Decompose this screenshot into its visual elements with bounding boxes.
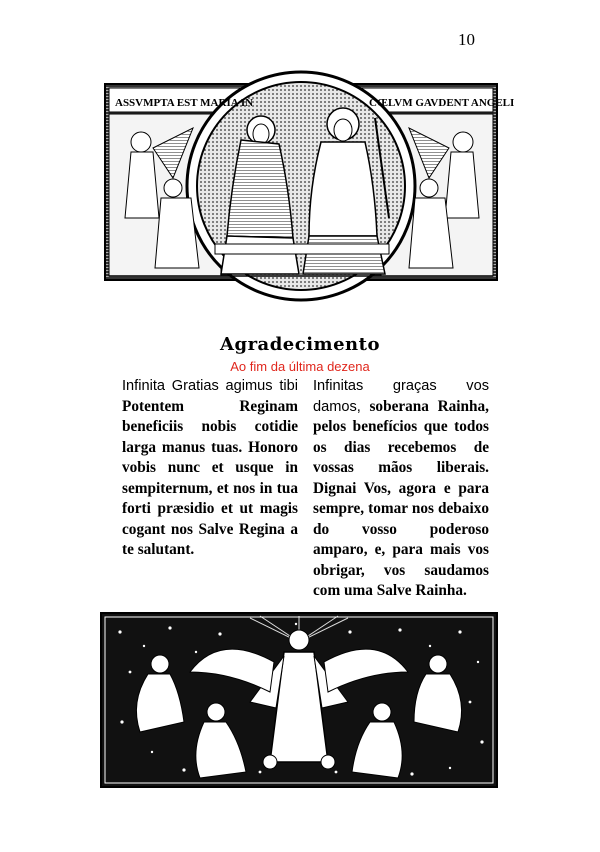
page-subtitle: Ao fim da última dezena	[230, 359, 370, 374]
page-number: 10	[458, 30, 475, 49]
portuguese-prayer	[313, 376, 489, 602]
latin-prayer	[122, 376, 298, 561]
assumption-engraving	[100, 612, 498, 788]
latin-prayer-lead: Infinita Gratias agimus tibi	[122, 378, 298, 394]
portuguese-prayer-lead: Infinitas graças vos damos,	[313, 378, 489, 415]
inscription-right: CŒLVM GAVDENT ANGELI	[369, 97, 515, 109]
inscription-left: ASSVMPTA EST MARIA IN	[115, 97, 254, 109]
coronation-engraving	[103, 68, 515, 312]
latin-prayer-body: Potentem Reginam beneficiis nobis cotidie larga manus tuas. Honoro vobis nunc et usque in sempiternum, et nos in tua forti præsidio et ut magis cogant nos Salve Regina a te salutant.	[122, 397, 298, 558]
portuguese-prayer-body: soberana Rainha, pelos benefícios que todos os dias recebemos de vossas mãos liberais. Dignai Vos, agora e para sempre, tomar nos debaixo do vosso poderoso amparo, e, para mais vos obrigar, vos saudamos com uma Salve Rainha.	[313, 397, 489, 599]
page-title: Agradecimento	[220, 334, 380, 355]
